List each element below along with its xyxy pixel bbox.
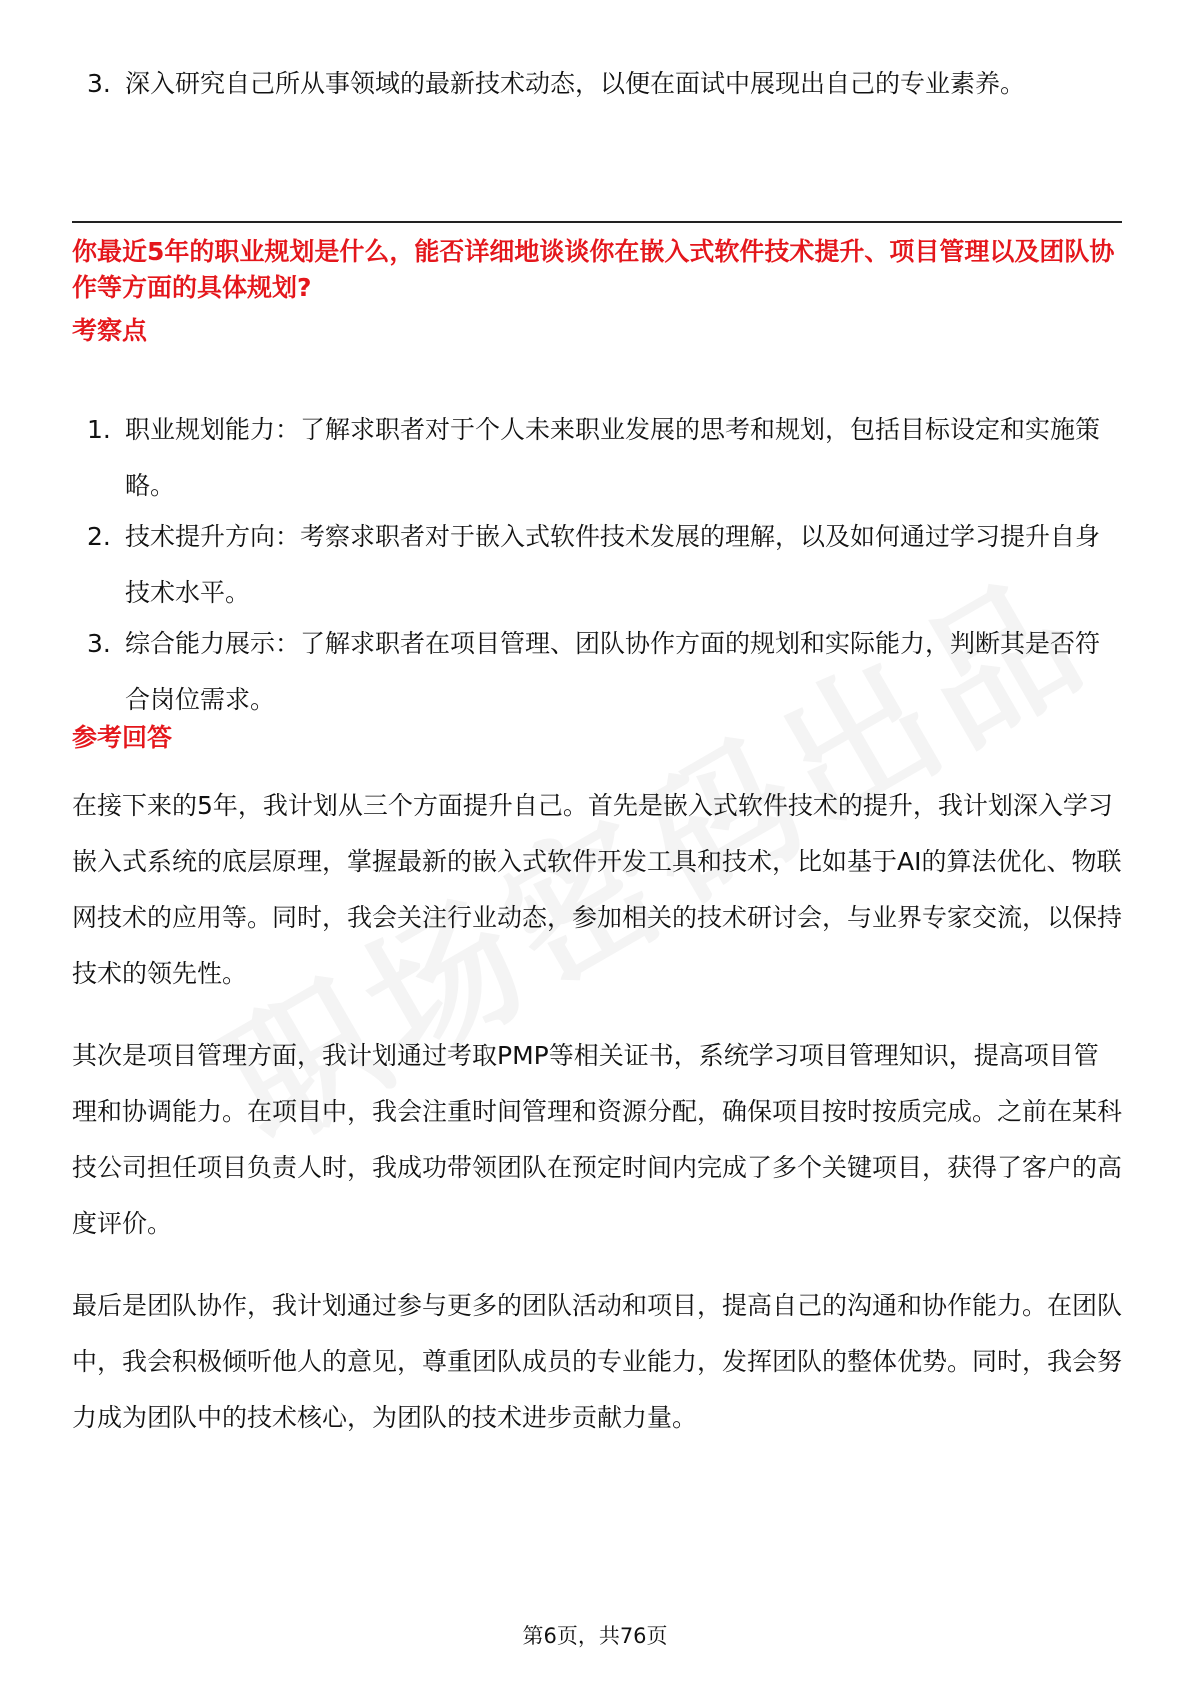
list-item [72, 56, 1175, 112]
list-number: 3. [87, 629, 111, 658]
points-list [72, 402, 1122, 728]
list-number: 2. [87, 522, 111, 551]
list-item [72, 509, 1122, 621]
section-divider [72, 221, 1122, 223]
list-number: 1. [87, 415, 111, 444]
question-heading: 你最近5年的职业规划是什么，能否详细地谈谈你在嵌入式软件技术提升、项目管理以及团队协作等方面的具体规划? [72, 237, 1115, 302]
answer-paragraph: 其次是项目管理方面，我计划通过考取PMP等相关证书，系统学习项目管理知识，提高项目管理和协调能力。在项目中，我会注重时间管理和资源分配，确保项目按时按质完成。之前在某科技公司担任项目负责人时，我成功带领团队在预定时间内完成了多个关键项目，获得了客户的高度评价。 [72, 1041, 1123, 1238]
list-number: 3. [87, 69, 111, 98]
section-title-points: 考察点 [72, 316, 148, 345]
list-text: 技术提升方向：考察求职者对于嵌入式软件技术发展的理解，以及如何通过学习提升自身技术水平。 [125, 522, 1101, 607]
list-item [72, 616, 1122, 728]
answer-body [72, 791, 1123, 1472]
answer-paragraph: 在接下来的5年，我计划从三个方面提升自己。首先是嵌入式软件技术的提升，我计划深入学习嵌入式系统的底层原理，掌握最新的嵌入式软件开发工具和技术，比如基于AI的算法优化、物联网技术的应用等。同时，我会关注行业动态，参加相关的技术研讨会，与业界专家交流，以保持技术的领先性。 [72, 791, 1123, 988]
list-item [72, 402, 1122, 514]
list-text: 职业规划能力：了解求职者对于个人未来职业发展的思考和规划，包括目标设定和实施策略。 [125, 415, 1101, 500]
document-page [72, 0, 1122, 1684]
section-title-answer: 参考回答 [72, 723, 173, 752]
list-text: 综合能力展示：了解求职者在项目管理、团队协作方面的规划和实际能力，判断其是否符合岗位需求。 [125, 629, 1101, 714]
list-text: 深入研究自己所从事领域的最新技术动态，以便在面试中展现出自己的专业素养。 [125, 69, 1026, 98]
answer-paragraph: 最后是团队协作，我计划通过参与更多的团队活动和项目，提高自己的沟通和协作能力。在团队中，我会积极倾听他人的意见，尊重团队成员的专业能力，发挥团队的整体优势。同时，我会努力成为团队中的技术核心，为团队的技术进步贡献力量。 [72, 1291, 1123, 1432]
page-footer: 第6页，共76页 [522, 1624, 668, 1648]
